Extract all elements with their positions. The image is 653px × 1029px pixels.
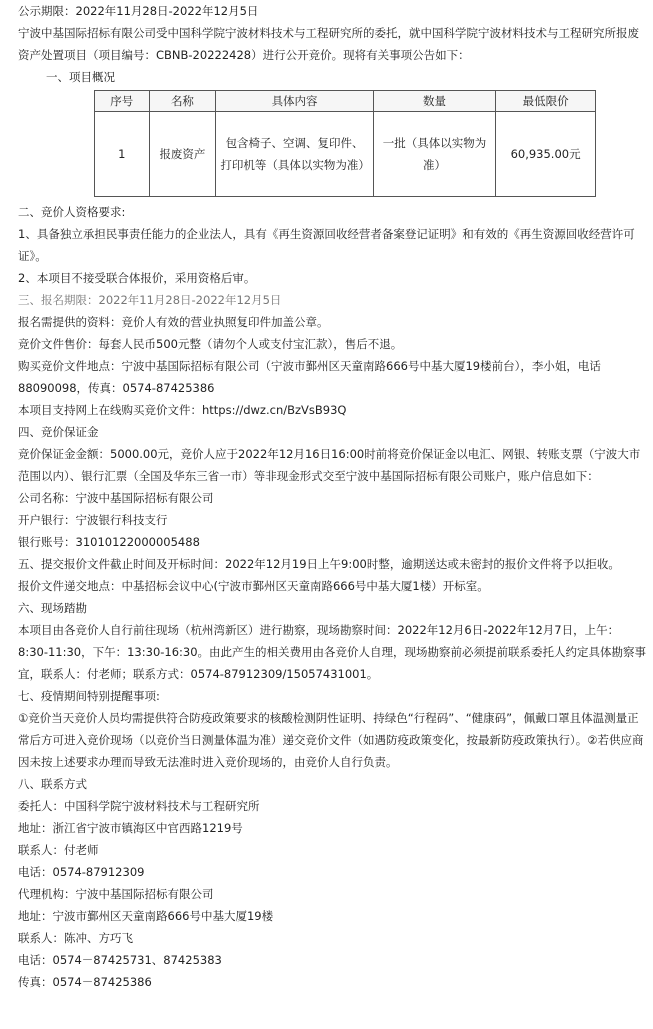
section3-title: 三、报名期限：2022年11月28日-2022年12月5日 [18, 293, 282, 307]
section5-place: 报价文件递交地点：中基招标会议中心(宁波市鄞州区天童南路666号中基大厦1楼）开标室。 [18, 579, 489, 593]
section1-title: 一、项目概况 [46, 70, 115, 84]
section7-title: 七、疫情期间特别提醒事项: [18, 689, 160, 703]
agent-address: 地址：宁波市鄞州区天童南路666号中基大厦19楼 [18, 909, 274, 923]
section4-deposit: 竞价保证金金额：5000.00元，竞价人应于2022年12月16日16:00时前将竞价保证金以电汇、网银、转账支票（宁波大市范围以内）、银行汇票（全国及华东三省一市）等非现金形式交至宁波中基国际招标有限公司账户，账户信息如下： [18, 447, 641, 483]
header-content: 具体内容 [216, 91, 373, 112]
cell-price: 60,935.00元 [496, 112, 596, 197]
section3-online: 本项目支持网上在线购买竞价文件：https://dwz.cn/BzVsB93Q [18, 403, 347, 417]
client-name: 委托人：中国科学院宁波材料技术与工程研究所 [18, 799, 260, 813]
table-row [95, 112, 596, 197]
header-price: 最低限价 [496, 91, 596, 112]
section4-account: 银行账号：31010122000005488 [18, 535, 200, 549]
section5-title: 五、提交报价文件截止时间及开标时间：2022年12月19日上午9:00时整，逾期送达或未密封的报价文件将予以拒收。 [18, 557, 620, 571]
notice-intro: 宁波中基国际招标有限公司受中国科学院宁波材料技术与工程研究所的委托，就中国科学院宁波材料技术与工程研究所报废资产处置项目（项目编号：CBNB-20222428）进行公开竞价。现将有关事项公告如下： [18, 26, 639, 62]
client-address: 地址：浙江省宁波市镇海区中官西路1219号 [18, 821, 243, 835]
section2-item1: 1、具备独立承担民事责任能力的企业法人，具有《再生资源回收经营者备案登记证明》和有效的《再生资源回收经营许可证》。 [18, 227, 635, 263]
table-header-row [95, 91, 596, 112]
header-name: 名称 [149, 91, 216, 112]
section2-title: 二、竞价人资格要求: [18, 205, 126, 219]
cell-content: 包含椅子、空调、复印件、打印机等（具体以实物为准） [216, 112, 373, 197]
section3-price: 竞价文件售价：每套人民币500元整（请勿个人或支付宝汇款），售后不退。 [18, 337, 403, 351]
header-qty: 数量 [373, 91, 495, 112]
section6-title: 六、现场踏勘 [18, 601, 87, 615]
agent-phone: 电话：0574－87425731、87425383 [18, 953, 222, 967]
section6-text: 本项目由各竞价人自行前往现场（杭州湾新区）进行勘察，现场勘察时间：2022年12月6日-2022年12月7日，上午：8:30-11:30，下午：13:30-16:30。由此产生的相关费用由各竞价人自理，现场勘察前必须提前联系委托人约定具体勘察事宜，联系人：付老师；联系方式：0574-87912309/15057431001。 [18, 623, 647, 681]
section7-text: ①竞价当天竞价人员均需提供符合防疫政策要求的核酸检测阴性证明、持绿色“行程码”、“健康码”，佩戴口罩且体温测量正常后方可进入竞价现场（以竞价当日测量体温为准）递交竞价文件（如遇防疫政策变化，按最新防疫政策执行）。②若供应商因未按上述要求办理而导致无法准时进入竞价现场的，由竞价人自行负责。 [18, 711, 644, 769]
section2-item2: 2、本项目不接受联合体报价，采用资格后审。 [18, 271, 256, 285]
cell-qty: 一批（具体以实物为准） [373, 112, 495, 197]
section3-place: 购买竞价文件地点：宁波中基国际招标有限公司（宁波市鄞州区天童南路666号中基大厦19楼前台），李小姐，电话88090098，传真：0574-87425386 [18, 359, 601, 395]
agent-contact: 联系人：陈冲、方巧飞 [18, 931, 133, 945]
agent-name: 代理机构：宁波中基国际招标有限公司 [18, 887, 214, 901]
section4-title: 四、竞价保证金 [18, 425, 99, 439]
header-no: 序号 [95, 91, 150, 112]
section4-bank: 开户银行：宁波银行科技支行 [18, 513, 168, 527]
client-contact: 联系人：付老师 [18, 843, 99, 857]
items-table [94, 90, 596, 197]
section8-title: 八、联系方式 [18, 777, 87, 791]
notice-period: 公示期限：2022年11月28日-2022年12月5日 [18, 4, 259, 18]
section3-materials: 报名需提供的资料：竞价人有效的营业执照复印件加盖公章。 [18, 315, 329, 329]
section4-company: 公司名称：宁波中基国际招标有限公司 [18, 491, 214, 505]
cell-no: 1 [95, 112, 150, 197]
cell-name: 报废资产 [149, 112, 216, 197]
agent-fax: 传真：0574－87425386 [18, 975, 152, 989]
client-phone: 电话：0574-87912309 [18, 865, 145, 879]
